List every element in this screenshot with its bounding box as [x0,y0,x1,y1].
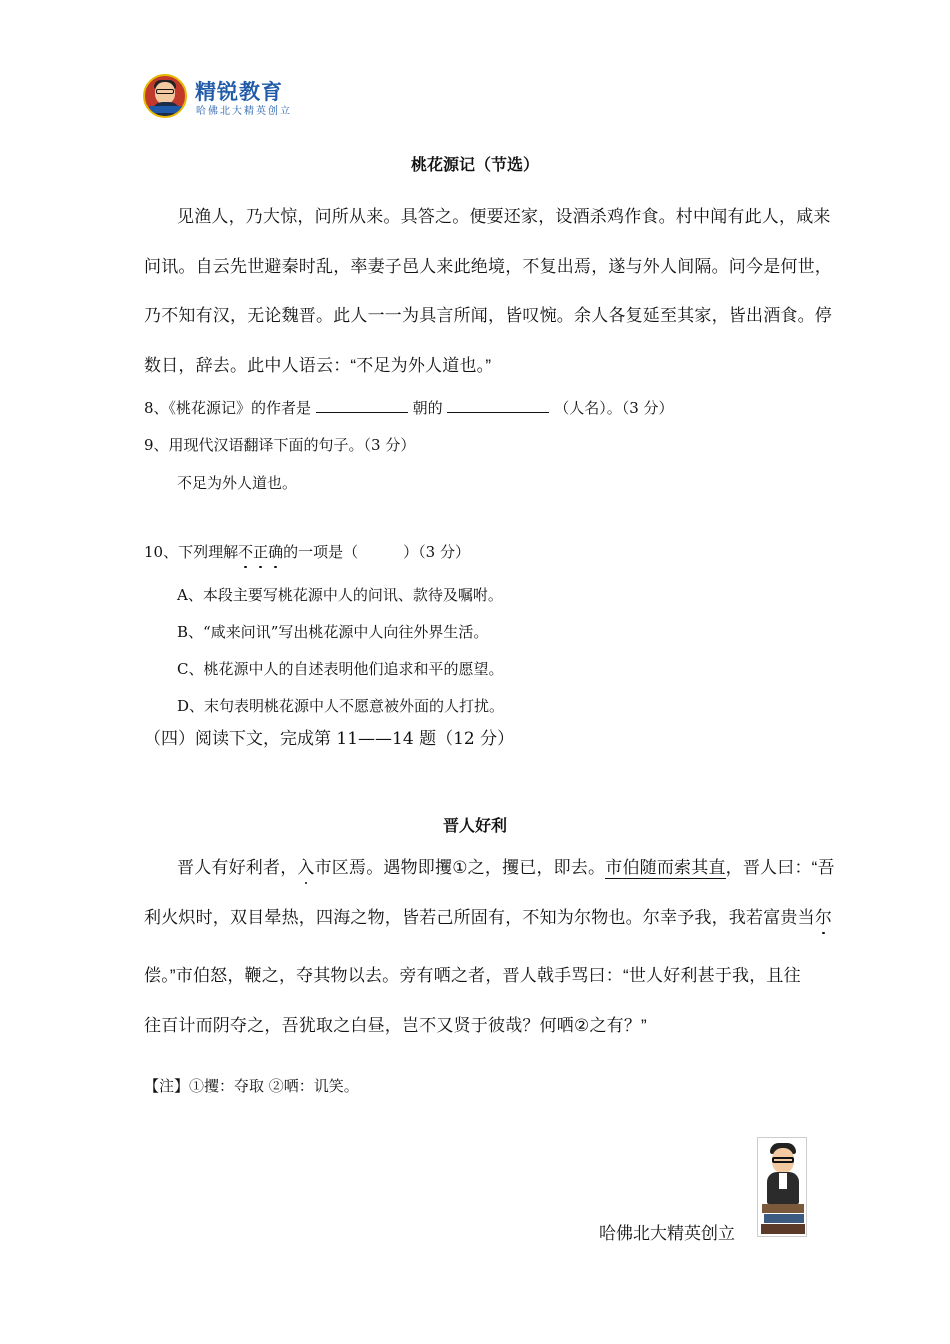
q8-blank-dynasty[interactable] [316,398,408,413]
q10-option-a[interactable]: A、本段主要写桃花源中人的问讯、款待及嘱咐。 [177,586,503,604]
passage2-line [177,853,835,878]
logo-title: 精锐教育 [195,81,283,104]
annotation-note: 【注】①攫：夺取 ②哂：讥笑。 [144,1077,359,1095]
logo-badge-icon [143,74,187,118]
passage2-line: 往百计而阴夺之，吾犹取之白昼，岂不又贤于彼哉？何哂②之有？” [144,1016,647,1035]
q8-text: 朝的 [412,399,443,417]
emphasis-char: 确 [268,543,284,561]
text-span: 晋人有好利者， [177,858,298,877]
logo-subtitle: 哈佛北大精英创立 [196,106,292,117]
emphasis-char: 入 [297,853,314,878]
footer-slogan: 哈佛北大精英创立 [599,1224,735,1243]
question-10 [144,541,470,562]
q8-text: 8、《桃花源记》的作者是 [144,399,312,417]
mascot-image [757,1137,807,1237]
emphasis-char: 尔 [815,903,832,928]
passage1-line: 数日，辞去。此中人语云：“不足为外人道也。” [144,356,492,375]
passage2-line [144,903,832,928]
text-span: ，晋人曰：“吾 [725,858,835,877]
passage1-title: 桃花源记（节选） [410,157,539,174]
text-span: 利火炽时，双目晕热，四海之物，皆若己所固有，不知为尔物也。尔幸予我，我若富贵当 [144,908,815,927]
question-9: 9、用现代汉语翻译下面的句子。（3 分） [144,436,416,454]
q10-prefix: 10、下列理解 [144,543,239,561]
passage1-line: 问讯。自云先世避秦时乱，率妻子邑人来此绝境，不复出焉，遂与外人间隔。问今是何世， [144,257,832,276]
text-span: 市区焉。遇物即攫①之，攫已，即去。 [314,858,606,877]
q10-option-b[interactable]: B、“咸来问讯”写出桃花源中人向往外界生活。 [177,623,489,641]
brand-logo [143,74,298,118]
emphasis-char: 不 [238,543,254,561]
question-8 [144,397,674,418]
emphasis-char: 正 [253,543,269,561]
passage1-line: 乃不知有汉，无论魏晋。此人一一为具言所闻，皆叹惋。余人各复延至其家，皆出酒食。停 [144,306,832,325]
underlined-phrase: 市伯随而索其直 [605,858,726,877]
q8-text: （人名）。（3 分） [554,399,674,417]
passage2-title: 晋人好利 [442,818,507,835]
section-4-heading: （四）阅读下文，完成第 11——14 题（12 分） [144,729,515,749]
q9-sentence: 不足为外人道也。 [177,474,298,492]
q8-blank-author[interactable] [447,398,549,413]
q10-option-d[interactable]: D、末句表明桃花源中人不愿意被外面的人打扰。 [177,697,505,715]
passage2-line: 偿。”市伯怒，鞭之，夺其物以去。旁有哂之者，晋人戟手骂曰：“世人好利甚于我，且往 [144,966,801,985]
q10-suffix: 的一项是（ ）（3 分） [283,543,470,561]
q10-option-c[interactable]: C、桃花源中人的自述表明他们追求和平的愿望。 [177,660,504,678]
passage1-line: 见渔人，乃大惊，问所从来。具答之。便要还家，设酒杀鸡作食。村中闻有此人，咸来 [177,207,831,226]
